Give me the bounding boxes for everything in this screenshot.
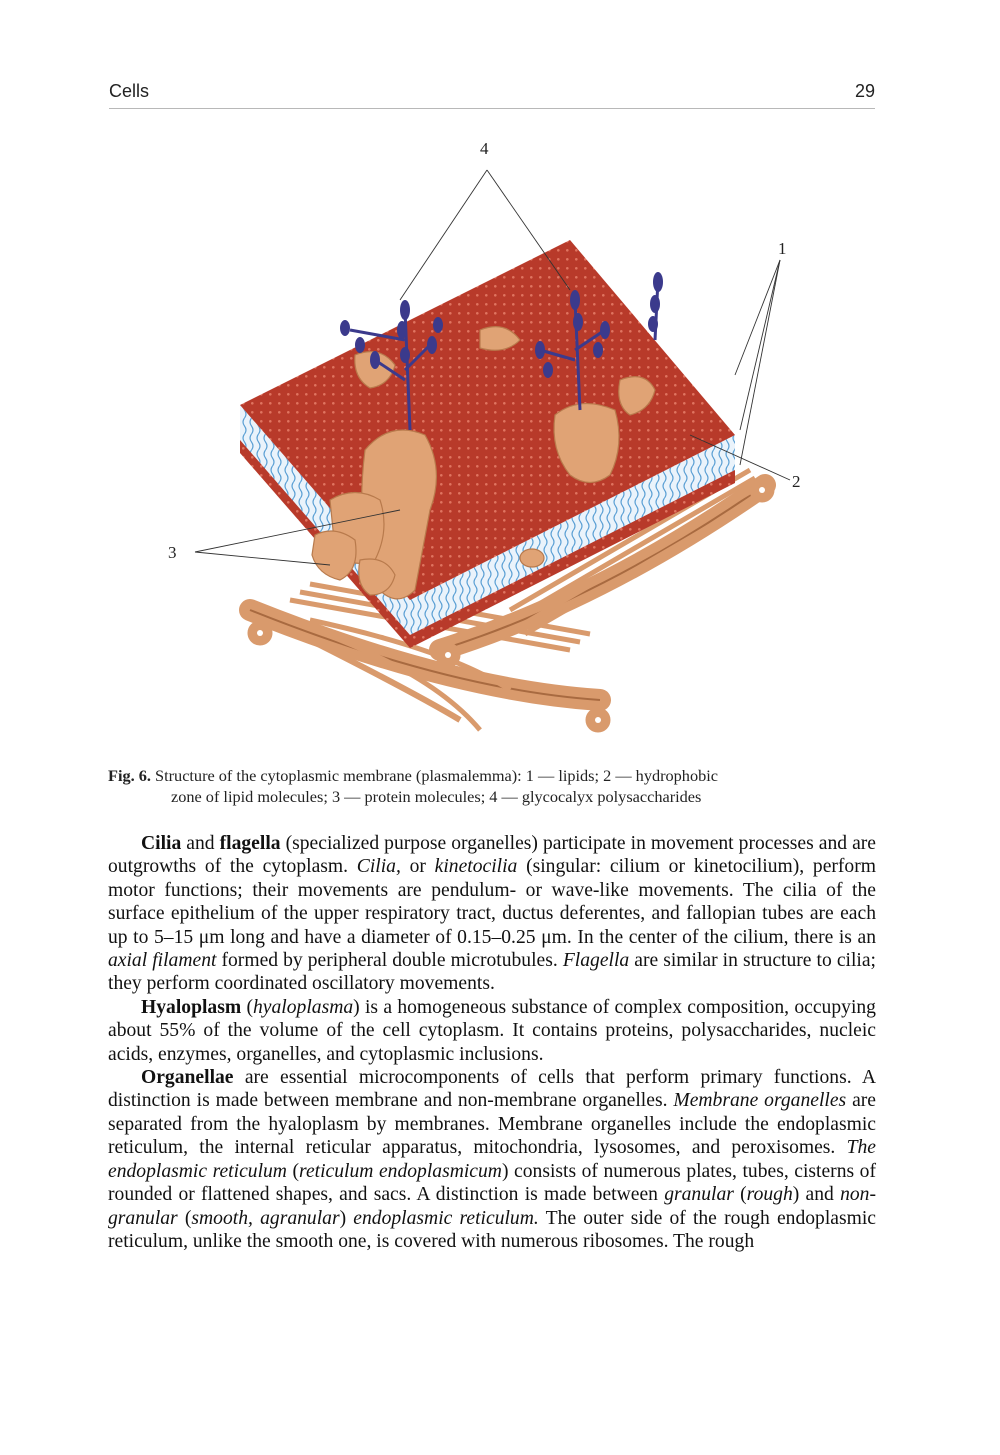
text-run: ( — [241, 996, 253, 1018]
callout-4: 4 — [480, 139, 489, 158]
text-run: ) and — [792, 1184, 841, 1206]
page-number: 29 — [854, 81, 875, 101]
running-title: Cells — [109, 81, 150, 101]
text-run: and — [181, 833, 220, 854]
term-hyaloplasm: Hyaloplasm — [141, 996, 242, 1018]
running-head — [109, 80, 875, 109]
italic-run: non-granular — [108, 1184, 876, 1229]
text-run: (specialized purpose organelles) participate in movement processes and are outgrowths of the cytoplasm. — [108, 833, 876, 878]
italic-run: rough — [746, 1184, 793, 1206]
text-run: are essential microcomponents of cells that perform primary functions. A distinction is made between membrane and non-membrane organelles. — [108, 1067, 876, 1112]
caption-line-2: zone of lipid molecules; 3 — protein molecules; 4 — glycocalyx polysaccharides — [171, 787, 702, 806]
callout-1: 1 — [778, 239, 787, 258]
paragraph-hyaloplasm — [108, 996, 876, 1066]
italic-run: granular — [664, 1184, 734, 1206]
body-text — [108, 832, 876, 1253]
caption-line-1: Structure of the cytoplasmic membrane (plasmalemma): 1 — lipids; 2 — hydrophobic — [155, 766, 718, 785]
text-run: are separated from the hyaloplasm by membranes. Membrane organelles include the endoplasmic reticulum, the internal reticular apparatus, mitochondria, lysosomes, and peroxisomes. — [108, 1090, 876, 1159]
italic-run: Cilia, — [356, 856, 401, 878]
italic-run: axial filament — [108, 950, 217, 972]
text-run: ) consists of numerous plates, tubes, cisterns of rounded or flattened shapes, and sacs. A distinction is made between — [108, 1160, 876, 1206]
text-run: ( — [286, 1160, 300, 1182]
text-run: are similar in structure to cilia; they perform coordinated oscillatory movements. — [108, 950, 876, 995]
italic-run: Flagella — [562, 950, 630, 972]
membrane-figure — [150, 130, 830, 750]
text-run: or — [400, 856, 435, 878]
term-cilia: Cilia — [141, 833, 182, 854]
term-flagella: flagella — [219, 833, 281, 854]
callout-3: 3 — [168, 543, 177, 562]
text-run: ) is a homogeneous substance of complex composition, occupying about 55% of the volume of the cell cytoplasm. It contains proteins, polysaccharides, nucleic acids, enzymes, organelles, and cytoplasmic inclusions. — [108, 996, 876, 1065]
text-run: ) — [339, 1207, 354, 1229]
text-run: The outer side of the rough endoplasmic reticulum, unlike the smooth one, is covered with numerous ribosomes. The rough — [108, 1207, 876, 1252]
membrane-illustration — [150, 130, 830, 750]
italic-run: The endoplasmic reticulum — [108, 1137, 876, 1182]
paragraph-cilia — [108, 832, 876, 996]
italic-run: smooth, agranular — [191, 1207, 340, 1229]
caption-label: Fig. 6. — [108, 766, 151, 785]
text-run: formed by peripheral double microtubules. — [216, 950, 563, 972]
term-organellae: Organellae — [141, 1067, 234, 1089]
text-run: ( — [733, 1184, 747, 1206]
callout-2: 2 — [792, 472, 801, 491]
italic-run: endoplasmic reticulum. — [353, 1207, 539, 1229]
italic-run: hyaloplasma — [253, 996, 354, 1018]
italic-run: reticulum endoplasmicum — [299, 1160, 502, 1182]
figure-caption — [108, 765, 876, 807]
text-run: ( — [177, 1207, 192, 1229]
italic-run: Membrane organelles — [673, 1090, 847, 1112]
italic-run: kinetocilia — [434, 856, 518, 878]
text-run: (singular: cilium or kinetocilium), perform motor functions; their movements are pendulum- or wave-like movements. The cilia of the surface epithelium of the upper respiratory tract, ductus deferentes, and fallopian tubes are each up to 5–15 μm long and have a diameter of 0.15–0.25 μm. In the center of the cilium, there is an — [108, 856, 876, 948]
paragraph-organellae — [108, 1066, 876, 1253]
